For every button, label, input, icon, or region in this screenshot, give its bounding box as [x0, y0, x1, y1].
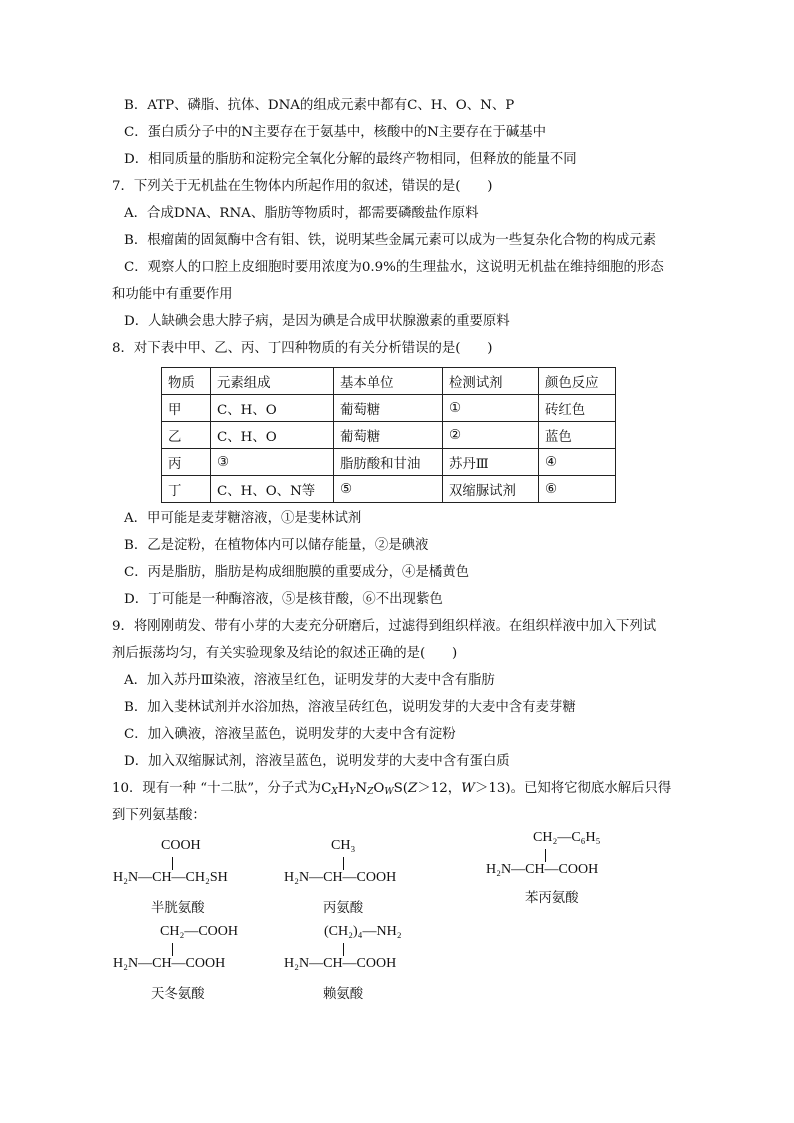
- q10-stem: 10．现有一种 “十二肽”，分子式为$C_XH_YN_ZO_WS(Z>12$，W＞13)。已知将它彻底水解后只得: [112, 781, 672, 797]
- q9-stem-cont: 剂后振荡均匀，有关实验现象及结论的叙述正确的是( ): [112, 646, 458, 661]
- table-row: [162, 395, 616, 422]
- alanine-structure: CH₃ H₂N—CH—COOH 丙氨酸: [284, 838, 397, 916]
- table-cell: 蓝色: [539, 422, 616, 449]
- table-row: [162, 422, 616, 449]
- table-cell: ③: [211, 449, 334, 476]
- table-cell: 苏丹Ⅲ: [443, 449, 539, 476]
- table-cell: 丁: [162, 476, 211, 503]
- table-cell: ②: [443, 422, 539, 449]
- table-header: 检测试剂: [443, 368, 539, 395]
- q7-option-c-cont: 和功能中有重要作用: [112, 287, 233, 302]
- q8-option-b: B．乙是淀粉，在植物体内可以储存能量，②是碘液: [124, 538, 429, 553]
- table-cell: ①: [443, 395, 539, 422]
- cysteine-structure: COOH H₂N—CH—CH₂SH 半胱氨酸: [113, 838, 228, 916]
- q10-stem-cont: 到下列氨基酸：: [112, 808, 206, 823]
- table-header: 元素组成: [211, 368, 334, 395]
- phenylalanine-structure: CH₂—C₆H₅ H₂N—CH—COOH 苯丙氨酸: [486, 830, 601, 906]
- table-cell: 甲: [162, 395, 211, 422]
- table-header-row: [162, 368, 616, 395]
- q6-option-b: B．ATP、磷脂、抗体、DNA的组成元素中都有C、H、O、N、P: [124, 98, 515, 113]
- table-cell: ⑥: [539, 476, 616, 503]
- table-cell: C、H、O: [211, 395, 334, 422]
- table-row: [162, 476, 616, 503]
- q9-option-c: C．加入碘液，溶液呈蓝色，说明发芽的大麦中含有淀粉: [124, 727, 456, 742]
- table-cell: C、H、O: [211, 422, 334, 449]
- q8-option-d: D．丁可能是一种酶溶液，⑤是核苷酸，⑥不出现紫色: [124, 592, 443, 607]
- q6-option-d: D．相同质量的脂肪和淀粉完全氧化分解的最终产物相同，但释放的能量不同: [124, 152, 577, 167]
- table-row: [162, 449, 616, 476]
- q9-stem: 9．将刚刚萌发、带有小芽的大麦充分研磨后，过滤得到组织样液。在组织样液中加入下列试: [112, 619, 657, 634]
- table-header: 基本单位: [334, 368, 443, 395]
- table-cell: 葡萄糖: [334, 422, 443, 449]
- q7-option-c: C．观察人的口腔上皮细胞时要用浓度为0.9%的生理盐水，这说明无机盐在维持细胞的形态: [124, 260, 664, 275]
- table-cell: 丙: [162, 449, 211, 476]
- q9-option-d: D．加入双缩脲试剂，溶液呈蓝色，说明发芽的大麦中含有蛋白质: [124, 754, 510, 769]
- table-cell: 砖红色: [539, 395, 616, 422]
- table-cell: 乙: [162, 422, 211, 449]
- table-cell: 葡萄糖: [334, 395, 443, 422]
- q8-stem: 8．对下表中甲、乙、丙、丁四种物质的有关分析错误的是( ): [112, 341, 493, 356]
- q7-option-a: A．合成DNA、RNA、脂肪等物质时，都需要磷酸盐作原料: [124, 206, 479, 221]
- lysine-structure: (CH₂)₄—NH₂ H₂N—CH—COOH 赖氨酸: [284, 924, 402, 1002]
- q8-option-a: A．甲可能是麦芽糖溶液，①是斐林试剂: [124, 511, 362, 526]
- q6-option-c: C．蛋白质分子中的N主要存在于氨基中，核酸中的N主要存在于碱基中: [124, 125, 547, 140]
- q7-stem: 7．下列关于无机盐在生物体内所起作用的叙述，错误的是( ): [112, 179, 493, 194]
- q7-option-d: D．人缺碘会患大脖子病，是因为碘是合成甲状腺激素的重要原料: [124, 314, 510, 329]
- q9-option-a: A．加入苏丹Ⅲ染液，溶液呈红色，证明发芽的大麦中含有脂肪: [124, 673, 495, 688]
- table-cell: 双缩脲试剂: [443, 476, 539, 503]
- table-cell: 脂肪酸和甘油: [334, 449, 443, 476]
- q9-option-b: B．加入斐林试剂并水浴加热，溶液呈砖红色，说明发芽的大麦中含有麦芽糖: [124, 700, 576, 715]
- table-cell: C、H、O、N等: [211, 476, 334, 503]
- q8-option-c: C．丙是脂肪，脂肪是构成细胞膜的重要成分，④是橘黄色: [124, 565, 470, 580]
- table-header: 颜色反应: [539, 368, 616, 395]
- q8-table: [161, 367, 616, 503]
- aspartic-acid-structure: CH₂—COOH H₂N—CH—COOH 天冬氨酸: [113, 924, 238, 1002]
- table-header: 物质: [162, 368, 211, 395]
- q7-option-b: B．根瘤菌的固氮酶中含有钼、铁，说明某些金属元素可以成为一些复杂化合物的构成元素: [124, 233, 657, 248]
- table-cell: ⑤: [334, 476, 443, 503]
- table-cell: ④: [539, 449, 616, 476]
